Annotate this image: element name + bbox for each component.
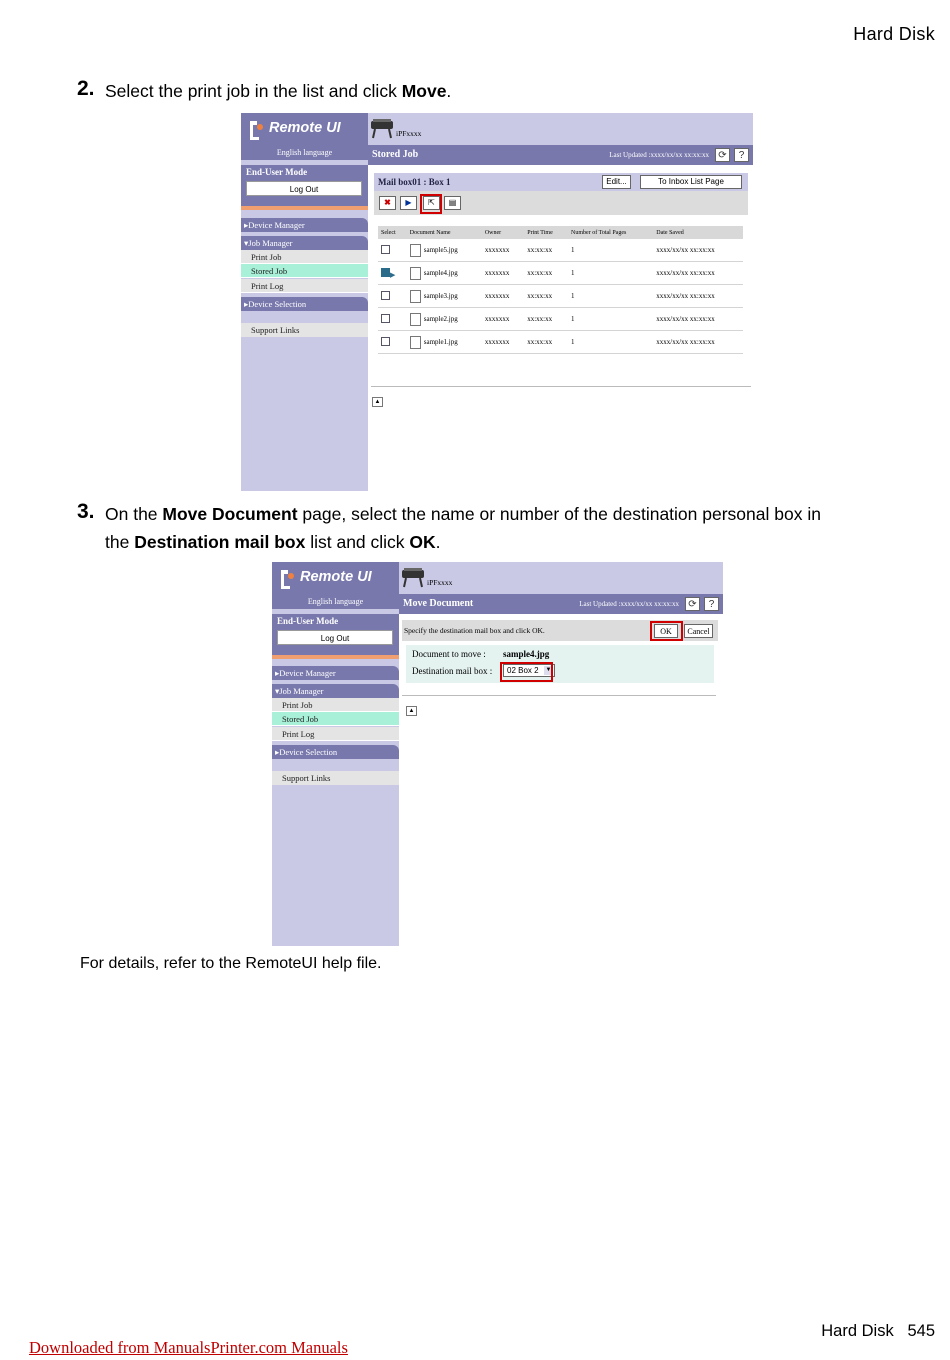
select-checkbox[interactable]: [381, 337, 390, 346]
main-top-bar: [368, 113, 753, 145]
pages-cell: 1: [568, 308, 653, 331]
edit-button[interactable]: Edit...: [602, 175, 631, 189]
nav-print-job[interactable]: Print Job: [241, 250, 368, 264]
nav-job-manager[interactable]: ▾Job Manager: [272, 684, 399, 698]
mode-label: End-User Mode: [241, 165, 368, 181]
nav-device-selection[interactable]: ▸Device Selection: [241, 297, 368, 311]
table-header-row: [378, 226, 743, 239]
details-note: For details, refer to the RemoteUI help file.: [80, 955, 382, 972]
page-title: Move Document: [403, 598, 474, 609]
print-time-cell: xx:xx:xx: [524, 262, 568, 285]
print-time-cell: xx:xx:xx: [524, 239, 568, 262]
printer-icon: [370, 117, 394, 139]
delete-icon[interactable]: ✖: [379, 196, 396, 210]
column-header: Print Time: [524, 226, 568, 239]
logo-bar: [272, 562, 399, 598]
date-saved-cell: xxxx/xx/xx xx:xx:xx: [653, 239, 743, 262]
table-row[interactable]: [378, 331, 743, 354]
move-form: [406, 645, 714, 683]
nav-job-manager-label: Job Manager: [279, 686, 324, 696]
chevron-down-icon[interactable]: ▼: [545, 667, 552, 673]
document-icon: [410, 313, 421, 326]
column-header: Date Saved: [653, 226, 743, 239]
step-3-line-2: [105, 528, 905, 556]
sidebar: [272, 562, 399, 946]
nav-print-log[interactable]: Print Log: [272, 727, 399, 741]
document-to-move-value: sample4.jpg: [503, 649, 550, 659]
print-icon[interactable]: ▶: [400, 196, 417, 210]
sidebar-divider: [241, 206, 368, 210]
move-icon[interactable]: ⇱: [423, 196, 440, 210]
mode-label: End-User Mode: [272, 614, 399, 630]
nav-print-log[interactable]: Print Log: [241, 279, 368, 293]
select-checkbox[interactable]: [381, 245, 390, 254]
mailbox-bar: [374, 173, 748, 191]
step-2-bold: Move: [401, 81, 447, 101]
logout-button[interactable]: Log Out: [277, 630, 393, 645]
row-select[interactable]: [378, 239, 407, 262]
destination-mail-box-value: 02 Box 2: [507, 666, 539, 675]
step-3-mid1: page, select the name or number of the destination personal box in: [297, 504, 821, 524]
owner-cell: xxxxxxx: [482, 285, 524, 308]
date-saved-cell: xxxx/xx/xx xx:xx:xx: [653, 308, 743, 331]
document-to-move-label: Document to move :: [412, 649, 486, 659]
refresh-icon[interactable]: ⟳: [685, 597, 700, 611]
column-header: Owner: [482, 226, 524, 239]
nav-print-job[interactable]: Print Job: [272, 698, 399, 712]
table-row[interactable]: [378, 308, 743, 331]
step-2-text: [105, 77, 451, 105]
help-icon[interactable]: ?: [734, 148, 749, 162]
nav-stored-job[interactable]: Stored Job: [241, 264, 368, 278]
owner-cell: xxxxxxx: [482, 239, 524, 262]
document-name: sample3.jpg: [423, 291, 458, 300]
logo-text: Remote UI: [300, 569, 372, 585]
printer-name: iPFxxxx: [427, 578, 453, 587]
date-saved-cell: xxxx/xx/xx xx:xx:xx: [653, 285, 743, 308]
step-3-bold3: OK: [409, 532, 436, 552]
remote-ui-logo-icon: [247, 119, 265, 141]
date-saved-cell: xxxx/xx/xx xx:xx:xx: [653, 331, 743, 354]
main-top-bar: [399, 562, 723, 594]
details-icon[interactable]: ▤: [444, 196, 461, 210]
print-time-cell: xx:xx:xx: [524, 308, 568, 331]
download-source-link[interactable]: Downloaded from ManualsPrinter.com Manuals: [29, 1338, 348, 1357]
row-select[interactable]: [378, 285, 407, 308]
owner-cell: xxxxxxx: [482, 262, 524, 285]
row-select[interactable]: [378, 331, 407, 354]
nav-device-selection-label: Device Selection: [248, 299, 307, 309]
remote-ui-logo-icon: [278, 568, 296, 590]
step-3-post: .: [435, 532, 441, 552]
document-name: sample4.jpg: [423, 268, 458, 277]
step-3-bold1: Move Document: [162, 504, 298, 524]
nav-job-manager[interactable]: ▾Job Manager: [241, 236, 368, 250]
nav-support-links[interactable]: Support Links: [241, 323, 368, 337]
document-name: sample1.jpg: [423, 337, 458, 346]
ok-button[interactable]: OK: [654, 624, 678, 638]
nav-support-links[interactable]: Support Links: [272, 771, 399, 785]
date-saved-cell: xxxx/xx/xx xx:xx:xx: [653, 262, 743, 285]
row-document: [407, 331, 482, 354]
screenshot-stored-job: [241, 113, 753, 491]
printer-icon: [401, 566, 425, 588]
column-header: Number of Total Pages: [568, 226, 653, 239]
scroll-top-icon[interactable]: ▲: [372, 397, 383, 407]
destination-highlight-box: [500, 662, 553, 682]
logo-bar: [241, 113, 368, 149]
move-highlight-box: [420, 194, 442, 214]
nav-device-selection-label: Device Selection: [279, 747, 338, 757]
nav-device-manager[interactable]: ▸Device Manager: [241, 218, 368, 232]
selected-arrow-icon: ▶: [390, 270, 396, 279]
instruction-text: Specify the destination mail box and click OK.: [404, 626, 545, 635]
nav-device-manager-label: Device Manager: [279, 668, 336, 678]
print-time-cell: xx:xx:xx: [524, 285, 568, 308]
pages-cell: 1: [568, 331, 653, 354]
print-time-cell: xx:xx:xx: [524, 331, 568, 354]
table-row[interactable]: [378, 239, 743, 262]
pages-cell: 1: [568, 262, 653, 285]
column-header: Document Name: [407, 226, 482, 239]
logout-button[interactable]: Log Out: [246, 181, 362, 196]
document-icon: [410, 244, 421, 257]
logo-text: Remote UI: [269, 120, 341, 136]
step-2-post: .: [446, 81, 452, 101]
document-name: sample2.jpg: [423, 314, 458, 323]
row-select[interactable]: [378, 262, 407, 285]
row-document: [407, 285, 482, 308]
sidebar: [241, 113, 368, 491]
printer-name: iPFxxxx: [396, 129, 422, 138]
step-3-line-1: [105, 500, 905, 528]
page-footer: [821, 1322, 935, 1341]
stored-job-table: [378, 226, 743, 354]
row-select[interactable]: [378, 308, 407, 331]
row-document: [407, 308, 482, 331]
nav-device-manager[interactable]: ▸Device Manager: [272, 666, 399, 680]
sidebar-divider: [272, 655, 399, 659]
content-divider: [402, 695, 716, 696]
document-icon: [410, 336, 421, 349]
select-checkbox[interactable]: [381, 291, 390, 300]
cancel-button[interactable]: Cancel: [684, 624, 713, 638]
document-name: sample5.jpg: [423, 245, 458, 254]
column-header: Select: [378, 226, 407, 239]
pages-cell: 1: [568, 239, 653, 262]
screenshot-move-document: [272, 562, 723, 946]
page-header-section: Hard Disk: [853, 24, 935, 44]
owner-cell: xxxxxxx: [482, 331, 524, 354]
step-3-pre2: the: [105, 532, 135, 552]
language-link[interactable]: English language: [241, 146, 368, 160]
nav-job-manager-label: Job Manager: [248, 238, 293, 248]
page-title: Stored Job: [372, 149, 419, 160]
mailbox-name: Mail box01 : Box 1: [378, 177, 451, 187]
content-divider: [371, 386, 751, 387]
destination-mail-box-label: Destination mail box :: [412, 666, 493, 676]
language-link[interactable]: English language: [272, 595, 399, 609]
nav-device-selection[interactable]: ▸Device Selection: [272, 745, 399, 759]
scroll-top-icon[interactable]: ▲: [406, 706, 417, 716]
title-bar: [399, 594, 723, 614]
title-bar: [368, 145, 753, 165]
help-icon[interactable]: ?: [704, 597, 719, 611]
to-inbox-button[interactable]: To Inbox List Page: [640, 175, 742, 189]
owner-cell: xxxxxxx: [482, 308, 524, 331]
select-checkbox[interactable]: [381, 314, 390, 323]
row-document: [407, 262, 482, 285]
row-document: [407, 239, 482, 262]
step-3-pre1: On the: [105, 504, 163, 524]
ok-highlight-box: [650, 621, 683, 641]
page-number: 545: [907, 1322, 935, 1340]
pages-cell: 1: [568, 285, 653, 308]
table-row[interactable]: [378, 285, 743, 308]
step-3-text: [105, 500, 905, 556]
last-updated: Last Updated :xxxx/xx/xx xx:xx:xx: [579, 600, 679, 608]
step-3-mid2: list and click: [305, 532, 410, 552]
last-updated: Last Updated :xxxx/xx/xx xx:xx:xx: [609, 151, 709, 159]
table-row[interactable]: [378, 262, 743, 285]
step-2-pre: Select the print job in the list and click: [105, 81, 402, 101]
nav-device-manager-label: Device Manager: [248, 220, 305, 230]
footer-section: Hard Disk: [821, 1322, 894, 1340]
refresh-icon[interactable]: ⟳: [715, 148, 730, 162]
document-icon: [410, 290, 421, 303]
step-3-bold2: Destination mail box: [134, 532, 306, 552]
select-checkbox-checked[interactable]: [381, 268, 390, 277]
step-3-number: 3.: [77, 500, 95, 523]
nav-stored-job[interactable]: Stored Job: [272, 712, 399, 726]
document-icon: [410, 267, 421, 280]
step-2-number: 2.: [77, 77, 95, 100]
